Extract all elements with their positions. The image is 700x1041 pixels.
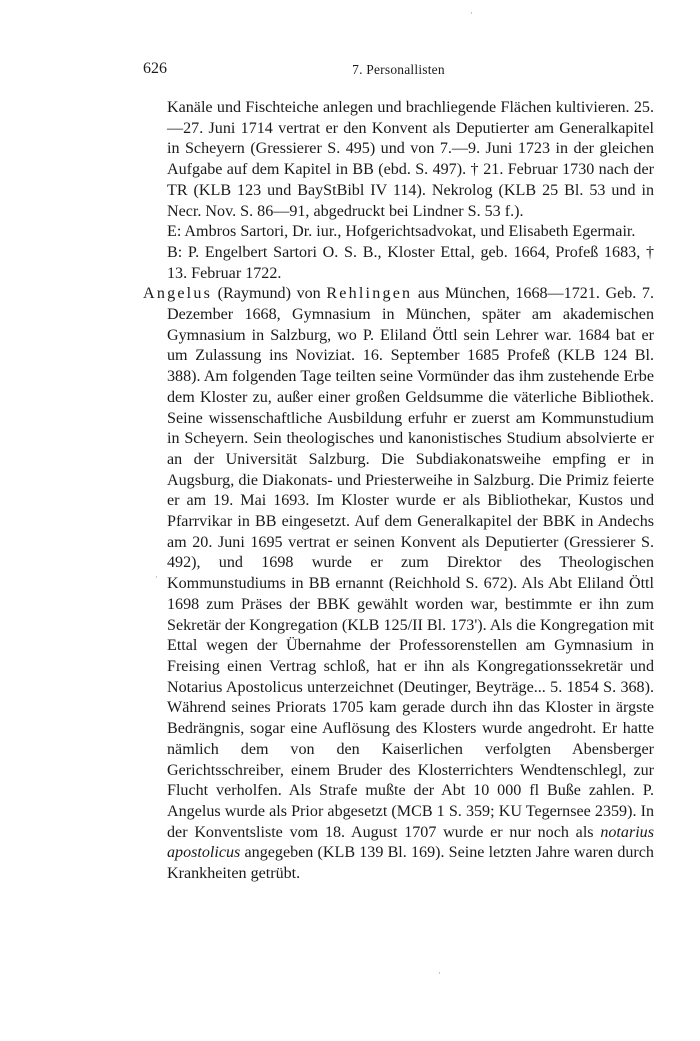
previous-entry-continuation: Kanäle und Fischteiche anlegen und brachliegende Flächen kultivieren. 25.—27. Juni 1714 vertrat er den Konvent als Deputierter am Generalkapitel in Scheyern (Gressierer S. 495) und von 7.—9. Juni 1723 in der gleichen Aufgabe auf dem Kapitel in BB (ebd. S. 497). † 21. Februar 1730 nach der TR (KLB 123 und BayStBibl IV 114). Nekrolog (KLB 25 Bl. 53 und in Necr. Nov. S. 86—91, abgedruckt bei Lindner S. 53 f.). bbox=[167, 99, 654, 220]
person-entry-angelus bbox=[143, 284, 654, 884]
page-number: 626 bbox=[143, 60, 167, 77]
scan-speck: · bbox=[438, 968, 441, 978]
relatives-line: B: P. Engelbert Sartori O. S. B., Kloster Ettal, geb. 1664, Profeß 1683, † 13. Februar 1722. bbox=[167, 243, 654, 282]
entry-first-name: Angelus bbox=[143, 285, 213, 303]
scan-speck: · bbox=[155, 572, 158, 582]
entry-italic-term: notarius apostolicus bbox=[167, 823, 654, 862]
page-body bbox=[143, 98, 654, 885]
entry-text-after-italic: angegeben (KLB 139 Bl. 169). Seine letzten Jahre waren durch Krankheiten getrübt. bbox=[167, 844, 654, 883]
running-title: 7. Personallisten bbox=[352, 62, 445, 77]
page-header bbox=[143, 60, 654, 84]
parents-line: E: Ambros Sartori, Dr. iur., Hofgerichtsadvokat, und Elisabeth Egermair. bbox=[167, 223, 636, 241]
entry-text-before-italic: aus München, 1668—1721. Geb. 7. Dezember 1668, Gymnasium in München, später am akademischen Gymnasium in Salzburg, wo P. Eliland Öttl sein Lehrer war. 1684 bat er um Zulassung ins Noviziat. 16. September 1685 Profeß (KLB 124 Bl. 388). Am folgenden Tage teilten seine Vormünder das ihm zustehende Erbe dem Kloster zu, außer einer großen Geldsumme die väterliche Bibliothek. Seine wissenschaftliche Ausbildung erfuhr er zuerst am Kommunstudium in Scheyern. Sein theologisches und kanonistisches Studium absolvierte er an der Universität Salzburg. Die Subdiakonatsweihe empfing er in Augsburg, die Diakonats- und Priesterweihe in Salzburg. Die Primiz feierte er am 19. Mai 1693. Im Kloster wurde er als Bibliothekar, Kustos und Pfarrvikar in BB eingesetzt. Auf dem Generalkapitel der BBK in Andechs am 20. Juni 1695 vertrat er seinen Konvent als Deputierter (Gressierer S. 492), und 1698 wurde er zum Direktor des Theologischen Kommunstudiums in BB ernannt (Reichhold S. 672). Als Abt Eliland Öttl 1698 zum Präses der BBK gewählt worden war, bestimmte er ihn zum Sekretär der Kongregation (KLB 125/II Bl. 173'). Als die Kongregation mit Ettal wegen der Übernahme der Professorenstellen am Gymnasium in Freising einen Vertrag schloß, hat er ihn als Kongregationssekretär und Notarius Apostolicus unterzeichnet (Deutinger, Beyträge... 5. 1854 S. 368). Während seines Priorats 1705 kam gerade durch ihn das Kloster in ärgste Bedrängnis, sogar eine Auflösung des Klosters wurde angedroht. Er hatte nämlich dem von den Kaiserlichen verfolgten Abensberger Gerichtsschreiber, einem Bruder des Klosterrichters Wendtenschlegl, zur Flucht verholfen. Als Strafe mußte der Abt 10 000 fl Buße zahlen. P. Angelus wurde als Prior abgesetzt (MCB 1 S. 359; KU Tegernsee 2359). In der Konventsliste vom 18. August 1707 wurde er nur noch als bbox=[167, 285, 654, 841]
scan-speck: · bbox=[470, 8, 473, 18]
entry-religious-name: (Raymund) von bbox=[217, 285, 321, 303]
entry-surname: Rehlingen bbox=[326, 285, 413, 303]
